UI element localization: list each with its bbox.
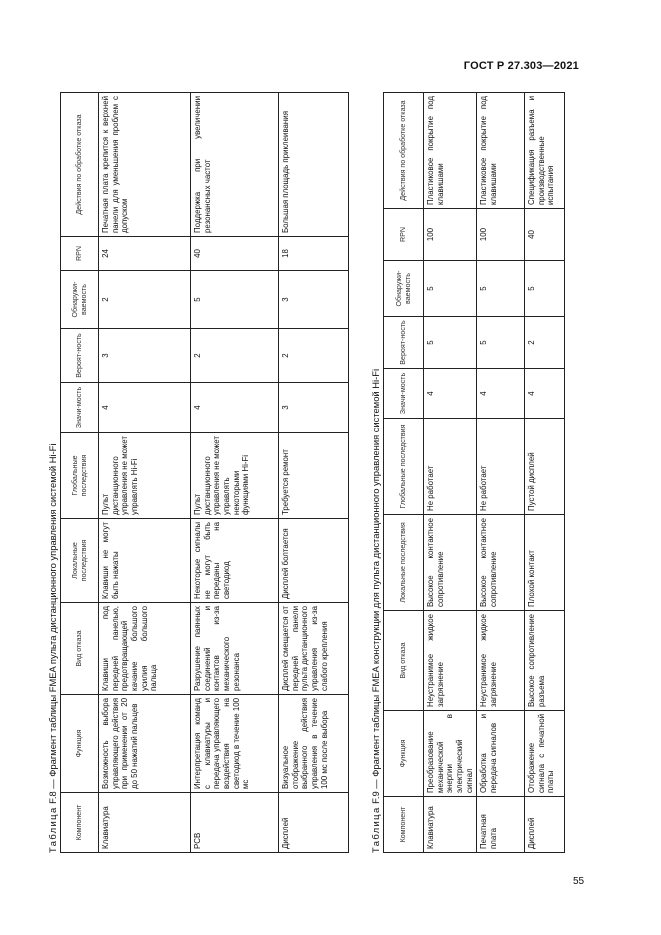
table-cell: Высокое сопротивление разъема <box>525 611 565 711</box>
table-cell: 4 <box>99 383 191 433</box>
table-cell: Пластиковое покрытие под клавишами <box>424 93 477 209</box>
table-cell: Большая площадь приклеивания <box>279 93 349 237</box>
table-row <box>525 93 565 853</box>
table-f8-number: F.8 <box>47 791 58 804</box>
f9-column-header: Обнаружи-ваемость <box>384 261 424 317</box>
table-row <box>99 93 191 853</box>
table-cell: Клавиатура <box>99 793 191 853</box>
table-cell: 2 <box>99 271 191 329</box>
f9-column-header: Вероят-ность <box>384 317 424 369</box>
table-cell: 3 <box>99 329 191 383</box>
table-cell: Разрушение паянных соединений и контактов из-за механического резонанса <box>191 603 279 695</box>
table-cell: PCB <box>191 793 279 853</box>
table-f8 <box>60 92 349 853</box>
f9-column-header: RPN <box>384 209 424 261</box>
f9-column-header: Вид отказа <box>384 611 424 711</box>
table-row <box>279 93 349 853</box>
f8-column-header: Вероят-ность <box>61 329 99 383</box>
f8-column-header: Значи-мость <box>61 383 99 433</box>
table-cell: 5 <box>424 261 477 317</box>
table-f8-title: — Фрагмент таблицы FMEA пульта дистанционного управления системой Hi-Fi <box>47 443 58 792</box>
f9-column-header: Функция <box>384 711 424 797</box>
table-cell: Не работает <box>477 419 525 515</box>
f8-column-header: RPN <box>61 237 99 271</box>
table-cell: Печатная плата <box>477 797 525 853</box>
f8-column-header: Компонент <box>61 793 99 853</box>
table-cell: Интерпретация команд с клавиатуры и передача управляющего воздействия на светодиод в течение 100 мс <box>191 695 279 793</box>
table-cell: 5 <box>477 261 525 317</box>
table-cell: 4 <box>477 369 525 419</box>
f9-column-header: Компонент <box>384 797 424 853</box>
table-cell: 5 <box>191 271 279 329</box>
f8-column-header: Глобальные последствия <box>61 433 99 519</box>
table-cell: Пустой дисплей <box>525 419 565 515</box>
f8-column-header: Обнаружи-ваемость <box>61 271 99 329</box>
table-cell: Некоторые сигналы не могут быть переданы на светодиод <box>191 519 279 603</box>
table-cell: 2 <box>525 317 565 369</box>
table-cell: Высокое контактное сопротивление <box>424 515 477 611</box>
table-cell: Печатная плата крепится к верхней панели для уменьшения проблем с допуском <box>99 93 191 237</box>
table-cell: 100 <box>424 209 477 261</box>
table-cell: 5 <box>424 317 477 369</box>
table-cell: Пульт дистанционного управления не может управлять некоторыми функциями Hi-Fi <box>191 433 279 519</box>
f8-column-header: Функция <box>61 695 99 793</box>
table-f9-title: — Фрагмент таблицы FMEA конструкции для пульта дистанционного управления системой Hi-Fi <box>370 368 381 792</box>
table-f8-body <box>99 93 349 853</box>
f9-column-header: Глобальные последствия <box>384 419 424 515</box>
document-header: ГОСТ Р 27.303—2021 <box>463 60 579 72</box>
table-cell: Пластиковое покрытие под клавишами <box>477 93 525 209</box>
table-row <box>191 93 279 853</box>
f8-column-header: Действия по обработке отказа <box>61 93 99 237</box>
page-number: 55 <box>573 876 585 887</box>
f8-column-header: Вид отказа <box>61 603 99 695</box>
table-f9-header-row <box>384 93 424 853</box>
table-cell: 2 <box>191 329 279 383</box>
table-cell: 2 <box>279 329 349 383</box>
table-cell: Поддержка при увеличении резонансных частот <box>191 93 279 237</box>
table-f9-label: Таблица <box>370 806 381 853</box>
table-cell: Клавиатура <box>424 797 477 853</box>
table-f9-block <box>368 93 565 853</box>
table-cell: Преобразование механической энергии в электрический сигнал <box>424 711 477 797</box>
f9-column-header: Значи-мость <box>384 369 424 419</box>
table-cell: Неустранимое жидкое загрязнение <box>477 611 525 711</box>
table-cell: 4 <box>424 369 477 419</box>
table-f9-body <box>424 93 565 853</box>
f8-column-header: Локальные последствия <box>61 519 99 603</box>
table-cell: 24 <box>99 237 191 271</box>
table-f8-block <box>45 93 349 853</box>
table-row <box>477 93 525 853</box>
table-cell: 18 <box>279 237 349 271</box>
table-cell: Обработка и передача сигналов <box>477 711 525 797</box>
table-cell: 3 <box>279 271 349 329</box>
table-f8-label: Таблица <box>47 806 58 853</box>
table-cell: Неустранимое жидкое загрязнение <box>424 611 477 711</box>
table-cell: Отображение сигнала с печатной платы <box>525 711 565 797</box>
table-cell: 5 <box>525 261 565 317</box>
table-cell: 4 <box>191 383 279 433</box>
table-cell: Высокое контактное сопротивление <box>477 515 525 611</box>
table-cell: 3 <box>279 383 349 433</box>
f9-column-header: Действия по обработке отказа <box>384 93 424 209</box>
table-cell: Дисплей болтается <box>279 519 349 603</box>
table-cell: Визуальное отображение выбранного действия управления в течение 100 мс после выбора <box>279 695 349 793</box>
table-cell: Дисплей смещается от передней панели пульта дистанционного управления из-за слабого крепления <box>279 603 349 695</box>
table-cell: 40 <box>191 237 279 271</box>
table-cell: Плохой контакт <box>525 515 565 611</box>
table-cell: Клавиши не могут быть нажаты <box>99 519 191 603</box>
table-cell: Спецификация разъема и производственные испытания <box>525 93 565 209</box>
table-f9-caption <box>368 93 383 853</box>
table-cell: Пульт дистанционного управления не может управлять Hi-Fi <box>99 433 191 519</box>
table-cell: Возможность выбора управляющего действия при применении от 20 до 50 нажатий пальцев <box>99 695 191 793</box>
table-cell: Дисплей <box>279 793 349 853</box>
table-cell: 100 <box>477 209 525 261</box>
table-cell: 40 <box>525 209 565 261</box>
f9-column-header: Локальные последствия <box>384 515 424 611</box>
table-cell: 4 <box>525 369 565 419</box>
table-row <box>424 93 477 853</box>
table-f9-number: F.9 <box>370 791 381 804</box>
table-f8-header-row <box>61 93 99 853</box>
table-cell: Требуется ремонт <box>279 433 349 519</box>
table-f9 <box>383 92 565 853</box>
table-cell: Не работает <box>424 419 477 515</box>
table-cell: 5 <box>477 317 525 369</box>
table-f8-caption <box>45 93 60 853</box>
table-cell: Клавиши под передней панелью, предотвращающей качание большого усилия большого пальца <box>99 603 191 695</box>
table-cell: Дисплей <box>525 797 565 853</box>
